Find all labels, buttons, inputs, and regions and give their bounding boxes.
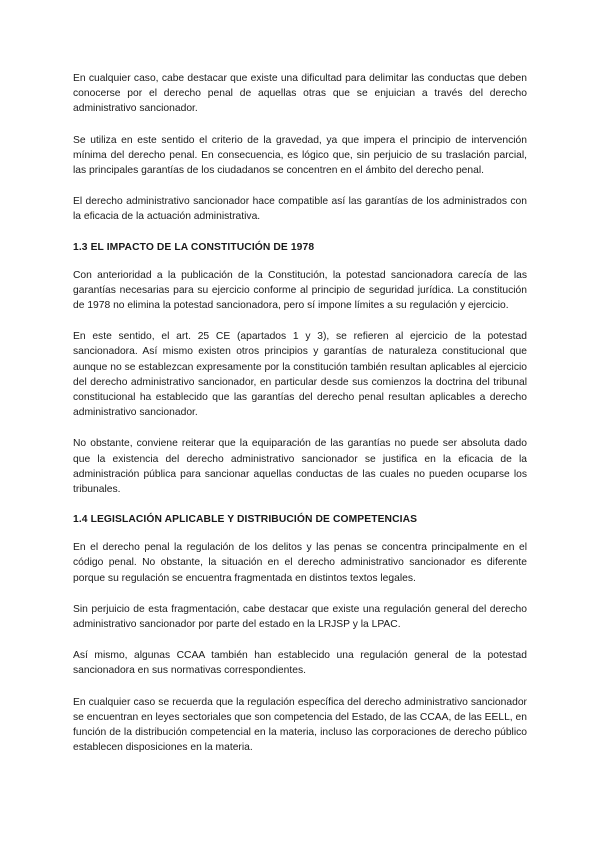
paragraph-equiparation: No obstante, conviene reiterar que la equiparación de las garantías no puede ser absoluta dado que la existencia del derecho administrativo sancionador se justifica en la eficacia de la administración pública para sancionar aquellas conductas de las cuales no pueden ocuparse los tribunales. bbox=[73, 438, 527, 496]
paragraph-gravity-criterion: Se utiliza en este sentido el criterio de la gravedad, ya que impera el principio de intervención mínima del derecho penal. En consecuencia, es lógico que, sin perjuicio de su traslación parcial, las principales garantías de los ciudadanos se concentren en el ámbito del derecho penal. bbox=[73, 134, 527, 177]
paragraph-article-25: En este sentido, el art. 25 CE (apartados 1 y 3), se refieren al ejercicio de la potestad sancionadora. Así mismo existen otros principios y garantías de naturaleza constitucional que aunque no se establezcan expresamente por la constitución también resultan aplicables al ejercicio del derecho administrativo sancionador, en particular desde sus comienzos la doctrina del tribunal constitucional ha establecido que las garantías del derecho penal resultan aplicables a derecho administrativo sancionador. bbox=[73, 331, 527, 419]
document-page bbox=[73, 71, 527, 772]
paragraph-fragmentation: Sin perjuicio de esta fragmentación, cabe destacar que existe una regulación general del derecho administrativo sancionador por parte del estado en la LRJSP y la LPAC. bbox=[73, 603, 527, 631]
paragraph-penal-code: En el derecho penal la regulación de los delitos y las penas se concentra principalmente en el código penal. No obstante, la situación en el derecho administrativo sancionador es diferente porque su regulación se encuentra fragmentada en distintos textos legales. bbox=[73, 542, 527, 584]
paragraph-difficulty-delimiting: En cualquier caso, cabe destacar que existe una dificultad para delimitar las conductas que deben conocerse por el derecho penal de aquellas otras que se enjuician a través del derecho administrativo sancionador. bbox=[73, 73, 527, 115]
paragraph-sectoral-laws: En cualquier caso se recuerda que la regulación específica del derecho administrativo sancionador se encuentran en leyes sectoriales que son competencia del Estado, de las CCAA, de las EELL, en función de la distribución competencial en la materia, incluso las corporaciones de derecho público establecen disposiciones en la materia. bbox=[73, 696, 527, 754]
section-heading-legislation: 1.4 LEGISLACIÓN APLICABLE Y DISTRIBUCIÓN DE COMPETENCIAS bbox=[73, 514, 418, 526]
paragraph-compatibility: El derecho administrativo sancionador hace compatible así las garantías de los administrados con la eficacia de la actuación administrativa. bbox=[73, 196, 527, 223]
paragraph-ccaa: Así mismo, algunas CCAA también han establecido una regulación general de la potestad sancionadora en sus normativas correspondientes. bbox=[73, 650, 527, 677]
section-heading-constitution: 1.3 EL IMPACTO DE LA CONSTITUCIÓN DE 1978 bbox=[73, 241, 315, 253]
paragraph-before-constitution: Con anterioridad a la publicación de la Constitución, la potestad sancionadora carecía de las garantías necesarias para su ejercicio conforme al principio de seguridad jurídica. La constitución de 1978 no elimina la potestad sancionadora, pero sí impone límites a su regulación y ejercicio. bbox=[73, 269, 527, 312]
